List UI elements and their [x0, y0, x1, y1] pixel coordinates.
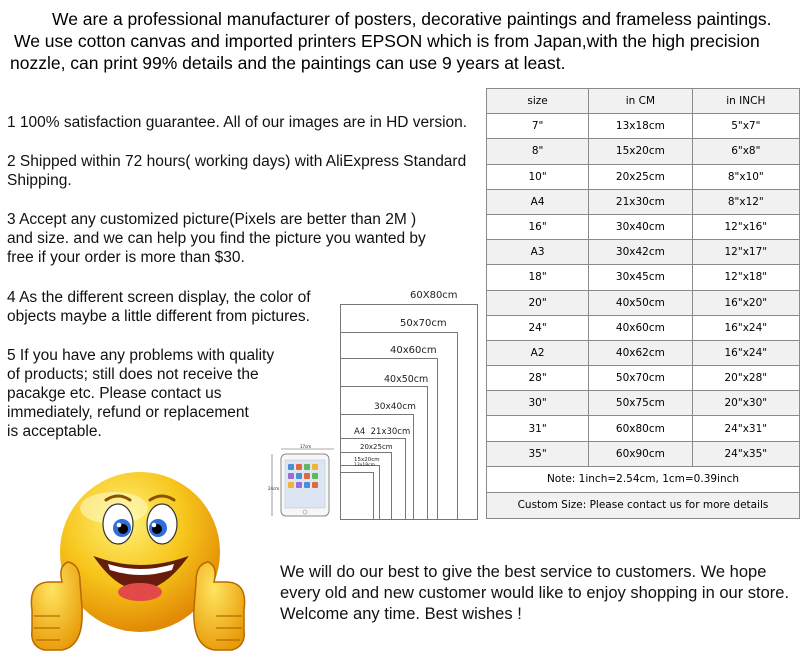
cell-cm: 20x25cm — [589, 164, 692, 189]
point-4: 4 As the different screen display, the color of objects maybe a little different from pictures. — [7, 289, 311, 325]
cell-cm: 60x90cm — [589, 441, 692, 466]
intro-line-1: We are a professional manufacturer of posters, decorative paintings and frameless paintings. — [52, 9, 772, 29]
intro-line-2: We use cotton canvas and imported printers EPSON which is from Japan,with the high precision — [14, 31, 760, 51]
cell-inch: 8"x10" — [692, 164, 799, 189]
cell-inch: 12"x18" — [692, 265, 799, 290]
table-row — [487, 366, 800, 391]
frame-13x18 — [340, 472, 374, 520]
cell-inch: 12"x17" — [692, 240, 799, 265]
table-row — [487, 139, 800, 164]
point-3: 3 Accept any customized picture(Pixels are better than 2M ) and size. and we can help you find the picture you wanted by free if your order is more than $30. — [7, 211, 426, 266]
point-5: 5 If you have any problems with quality of products; still does not receive the pacakge etc. Please contact us immediately, refund or replacement is acceptable. — [7, 347, 275, 440]
cell-size: 24" — [487, 315, 589, 340]
table-row — [487, 164, 800, 189]
label-60x80: 60X80cm — [410, 290, 458, 301]
table-row — [487, 290, 800, 315]
table-note-row — [487, 466, 800, 492]
cell-cm: 40x60cm — [589, 315, 692, 340]
cell-size: 7" — [487, 114, 589, 139]
label-30x40: 30x40cm — [374, 402, 416, 412]
cell-size: 10" — [487, 164, 589, 189]
header-size: size — [487, 89, 589, 114]
label-50x70: 50x70cm — [400, 318, 447, 329]
tablet-icon — [268, 442, 338, 520]
table-row — [487, 391, 800, 416]
cell-inch: 24"x35" — [692, 441, 799, 466]
conversion-note: Note: 1inch=2.54cm, 1cm=0.39inch — [487, 466, 800, 492]
cell-inch: 8"x12" — [692, 189, 799, 214]
closing-message: We will do our best to give the best service to customers. We hope every old and new customer would like to enjoy shopping in our store. Welcome any time. Best wishes ! — [280, 563, 790, 623]
label-20x25: 20x25cm — [360, 443, 393, 451]
table-row — [487, 240, 800, 265]
label-40x60: 40x60cm — [390, 345, 437, 356]
cell-size: 30" — [487, 391, 589, 416]
cell-cm: 15x20cm — [589, 139, 692, 164]
table-header-row — [487, 89, 800, 114]
table-row — [487, 189, 800, 214]
cell-inch: 20"x30" — [692, 391, 799, 416]
cell-size: A2 — [487, 340, 589, 365]
label-15x20: 15x20cm — [354, 457, 380, 463]
point-2: 2 Shipped within 72 hours( working days) with AliExpress Standard Shipping. — [7, 153, 467, 189]
cell-size: 31" — [487, 416, 589, 441]
cell-inch: 6"x8" — [692, 139, 799, 164]
cell-size: 28" — [487, 366, 589, 391]
cell-size: 20" — [487, 290, 589, 315]
table-row — [487, 315, 800, 340]
cell-size: 8" — [487, 139, 589, 164]
cell-inch: 16"x20" — [692, 290, 799, 315]
cell-cm: 60x80cm — [589, 416, 692, 441]
cell-cm: 13x18cm — [589, 114, 692, 139]
label-13x18: 13x18cm — [354, 463, 375, 468]
cell-size: 16" — [487, 214, 589, 239]
tablet-width-label: 17cm — [300, 444, 312, 449]
cell-inch: 20"x28" — [692, 366, 799, 391]
cell-size: 35" — [487, 441, 589, 466]
cell-inch: 16"x24" — [692, 340, 799, 365]
cell-inch: 5"x7" — [692, 114, 799, 139]
cell-size: 18" — [487, 265, 589, 290]
cell-cm: 40x50cm — [589, 290, 692, 315]
cell-size: A3 — [487, 240, 589, 265]
cell-inch: 16"x24" — [692, 315, 799, 340]
cell-cm: 50x75cm — [589, 391, 692, 416]
intro-text — [0, 8, 800, 74]
table-row — [487, 441, 800, 466]
table-row — [487, 114, 800, 139]
label-40x50: 40x50cm — [384, 374, 429, 385]
cell-cm: 30x42cm — [589, 240, 692, 265]
table-row — [487, 214, 800, 239]
tablet-height-label: 24cm — [268, 486, 280, 491]
cell-cm: 21x30cm — [589, 189, 692, 214]
table-row — [487, 416, 800, 441]
smiley-thumbs-up-icon — [22, 470, 254, 662]
table-row — [487, 265, 800, 290]
table-row — [487, 340, 800, 365]
cell-cm: 50x70cm — [589, 366, 692, 391]
size-comparison-diagram — [268, 288, 478, 520]
intro-line-3: nozzle, can print 99% details and the paintings can use 9 years at least. — [10, 53, 566, 73]
cell-inch: 12"x16" — [692, 214, 799, 239]
cell-cm: 40x62cm — [589, 340, 692, 365]
custom-size-note: Custom Size: Please contact us for more details — [487, 492, 800, 518]
header-cm: in CM — [589, 89, 692, 114]
cell-inch: 24"x31" — [692, 416, 799, 441]
header-inch: in INCH — [692, 89, 799, 114]
point-1: 1 100% satisfaction guarantee. All of our images are in HD version. — [7, 114, 468, 131]
label-a4: A4 21x30cm — [354, 427, 411, 437]
cell-cm: 30x45cm — [589, 265, 692, 290]
table-custom-row — [487, 492, 800, 518]
cell-size: A4 — [487, 189, 589, 214]
size-table — [486, 88, 800, 519]
cell-cm: 30x40cm — [589, 214, 692, 239]
